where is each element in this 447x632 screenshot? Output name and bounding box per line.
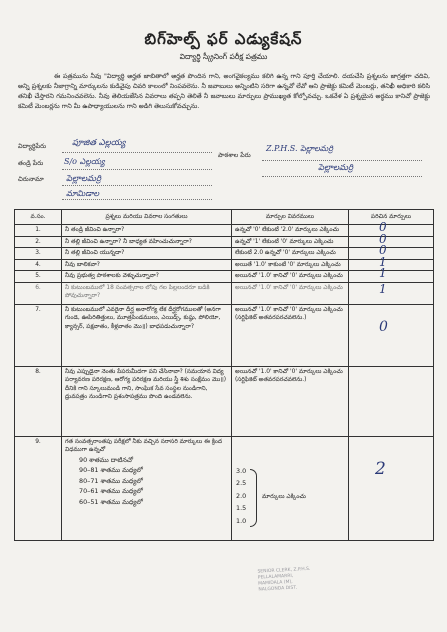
student-name-label: విద్యార్థిపేరు <box>18 143 47 150</box>
village-line <box>262 176 422 177</box>
mark-value: 0 <box>379 231 387 246</box>
scale-item: 2.5 <box>236 479 247 487</box>
table-row <box>15 236 434 248</box>
row-rule: అయినచో '1.0' కానిచో '0' మార్కులు ఎక్కించు (సర్టిఫికెట్ అతవరపరచవలెను.) <box>232 304 349 366</box>
row-question: నీ తల్లి జీవించి యున్నదా? <box>62 248 232 260</box>
address-label: చిరునామా <box>18 176 44 183</box>
row-mark <box>349 282 434 304</box>
table-row <box>15 282 434 304</box>
row-number: 3. <box>15 248 62 260</box>
row-mark <box>349 304 434 366</box>
table-row <box>15 259 434 271</box>
row-mark <box>349 266 434 283</box>
row-rule: ఉన్నచో '1' లేకుంటే '0' మార్కులు ఎక్కించు <box>232 236 349 248</box>
scale-rule-text: మార్కులు ఎక్కించు <box>262 493 306 500</box>
scale-brace <box>250 469 257 527</box>
student-name-line <box>62 152 212 153</box>
row-number: 8. <box>15 366 62 436</box>
village-value: పెల్లాలమర్రి <box>318 163 354 173</box>
row-question: నీవు ఎప్పుడైనా నెంతు పేపరుమీదగా పని చేసినావా? (సమయాన విద్య పర్యావరణ పరిరక్షణ, ఆరోగ్య పరిరక్షణ మరియు స్త్రీ శిశు సంక్షేమం మొ॥) దీనికి గాని స్కూలుమండి గాని, సాంఘిక సేవ సంస్థల నుండిగాని, ధ్రువపత్రం నుండిగాని ప్రశంసాపత్రము పొంది ఉండవలెను. <box>62 366 232 436</box>
mark-value: 0 <box>379 220 387 234</box>
row-number: 1. <box>15 225 62 237</box>
grade-item: 80–71 శాతము మధ్యలో <box>79 476 143 485</box>
score-scale <box>236 465 246 528</box>
mark-value: 0 <box>379 243 387 257</box>
row-mark <box>349 436 434 540</box>
col-header-serial: వ.సం. <box>15 210 62 225</box>
grade-item: 90–81 శాతము మధ్యలో <box>79 466 143 474</box>
scale-item: 2.0 <box>236 491 247 500</box>
school-name-value: Z.P.H.S. పెల్లాలమర్రి <box>266 144 334 153</box>
father-name-value: S/o ఎల్లయ్య <box>64 157 105 166</box>
grade-list <box>65 455 228 508</box>
row-question: నీ తల్లి జీవించి ఉన్నారా? నీ బాధ్యత వహించుచున్నారా? <box>62 236 232 248</box>
row-number: 9. <box>15 436 62 540</box>
office-stamp: SENIOR CLERK, Z.P.H.S. PELLALAMARRI, MAMIDALA (M), NALGONDA DIST. <box>257 566 311 593</box>
father-name-label: తండ్రి పేరు <box>18 160 44 167</box>
row-rule: అయితే '1.0' కాకుంటే '0' మార్కులు ఎక్కించు <box>232 259 349 271</box>
row-mark <box>349 254 434 271</box>
row-question: నీ కుటుంబములో 18 సంవత్సరాల లోపు గల పిల్లలందరూ బడికి పోవుచున్నారా? <box>62 282 232 304</box>
col-header-rule: మార్పుల వివరములు <box>232 210 349 225</box>
row-rule <box>232 436 349 540</box>
scale-item: 1.0 <box>236 516 247 525</box>
row-rule: అయినచో '1.0' కానిచో '0' మార్కులు ఎక్కించు (సర్టిఫికెట్ అతవరపరచవలెను.) <box>232 366 349 436</box>
row-question: నీవు బాలికవా? <box>62 259 232 271</box>
table-row <box>15 225 434 237</box>
screening-table <box>14 209 434 541</box>
row-number: 6. <box>15 282 62 304</box>
grade-item: 60–51 శాతము మధ్యలో <box>79 497 143 506</box>
row-question: నీవు ప్రభుత్వ పాఠశాలకు వెళ్ళుచున్నావా? <box>62 271 232 283</box>
form-title: బిగ్‌హెల్ప్ ఫర్ ఎడ్యుకేషన్ <box>144 30 303 48</box>
scale-item: 3.0 <box>236 466 247 475</box>
scale-item: 1.5 <box>236 504 247 512</box>
student-name-value: పూజిత ఎల్లయ్య <box>72 138 126 148</box>
mark-value: 1 <box>379 254 387 269</box>
grade-item: 90 శాతము దాటినచో <box>79 455 133 464</box>
address-value-2: మామిడాల <box>66 189 100 198</box>
form-subtitle: విద్యార్థి స్క్రీనింగ్ పరీక్ష పత్రము <box>179 52 268 61</box>
row-mark <box>349 366 434 436</box>
mark-value: 2 <box>375 458 386 479</box>
table-row <box>15 366 434 436</box>
row-rule: ఉన్నచో '0' లేకుంటే '2.0' మార్కులు ఎక్కించు <box>232 225 349 237</box>
table-header-row <box>15 210 434 225</box>
row-number: 4. <box>15 259 62 271</box>
row-mark <box>349 243 434 260</box>
row-number: 7. <box>15 304 62 366</box>
row-rule: అయినచో '1.0' కానిచో '0' మార్కులు ఎక్కించు <box>232 282 349 304</box>
address-value-1: పెల్లాలమర్రి <box>66 174 102 184</box>
mark-value: 1 <box>379 266 387 280</box>
instructions-paragraph: ఈ పత్రమును నీవు "విద్యార్థి అర్హత జాబితాలో అర్హత పొందిన గాని, అంగవైకల్యము కలిగి ఉన్న గాని పూర్తి చేయాలి. దయచేసి ప్రశ్నలను జాగ్రత్తగా చదివి, అన్ని ప్రశ్నలకు నీజాగ్రాన్ని మార్కులను కుడివైపు చివరి కాలంలో నింపవలెను. నీ జవాబులు అన్నింటిని సరిగా ఉన్నవో లేవో ఆని ప్రాజెక్టు కమిటీ మెంబర్లు, తనిఖీ అధికారి కలిసి తనిఖీ చేస్తారని గమనించవలెను. నీవు తెలియజేసిన వివరాలు తప్పని తెలితే నీ జవాబులు మార్పులు ప్రాముఖ్యత కోల్పోవచ్చు. ఒకవేళ ఏ ప్రశ్నయైన అర్థము కానిచో ప్రాజెక్టు కమిటీ మెంబర్లను గాని మీ ఉపాధ్యాయులను గాని అడిగి తెలుసుకోవచ్చును. <box>18 73 430 110</box>
grade-item: 70–61 శాతము మధ్యలో <box>79 487 143 495</box>
table-row <box>15 436 434 540</box>
col-header-marks: పరిచిన మార్పులు <box>349 210 434 225</box>
row-mark <box>349 231 434 248</box>
row-mark <box>349 220 434 237</box>
table-row <box>15 271 434 283</box>
row-question <box>62 436 232 540</box>
col-header-question: ప్రశ్నలు మరియు వివరాల సంగతులు <box>62 210 232 225</box>
row-question: నీ తండ్రి జీవించి ఉన్నారా? <box>62 225 232 237</box>
row-question-text: గత సంవత్సరాంతపు పరీక్షలో నీకు వచ్చిన సరాసరి మార్కులు ఈ క్రింద విధముగా ఉన్నచో <box>65 438 223 453</box>
row-rule: అయినచో '1.0' కానిచో '0' మార్కులు ఎక్కించు <box>232 271 349 283</box>
mark-value: 1 <box>379 281 387 296</box>
row-number: 5. <box>15 271 62 283</box>
row-rule: లేకుంటే 2.0 ఉన్నచో '0' మార్కులు ఎక్కించు <box>232 248 349 260</box>
school-name-label: పాఠశాల పేరు <box>218 152 251 159</box>
school-name-line <box>262 160 422 161</box>
mark-value: 0 <box>379 318 388 335</box>
table-row <box>15 304 434 366</box>
father-name-line <box>62 169 212 170</box>
row-number: 2. <box>15 236 62 248</box>
table-row <box>15 248 434 260</box>
row-question: నీ కుటుంబములో ఎవరైనా దీర్ఘ అనారోగ్య లేక దీర్ఘరోగములతో (అనగా గుండె, ఊపిరితిత్తులు, మూత్రపిండములు, ఎయిడ్స్, కుష్ఠు, పోలియో, క్యాన్సర్, పక్షవాతం, కీళ్లవాతం మొ॥) బాధపడుచున్నారా? <box>62 304 232 366</box>
